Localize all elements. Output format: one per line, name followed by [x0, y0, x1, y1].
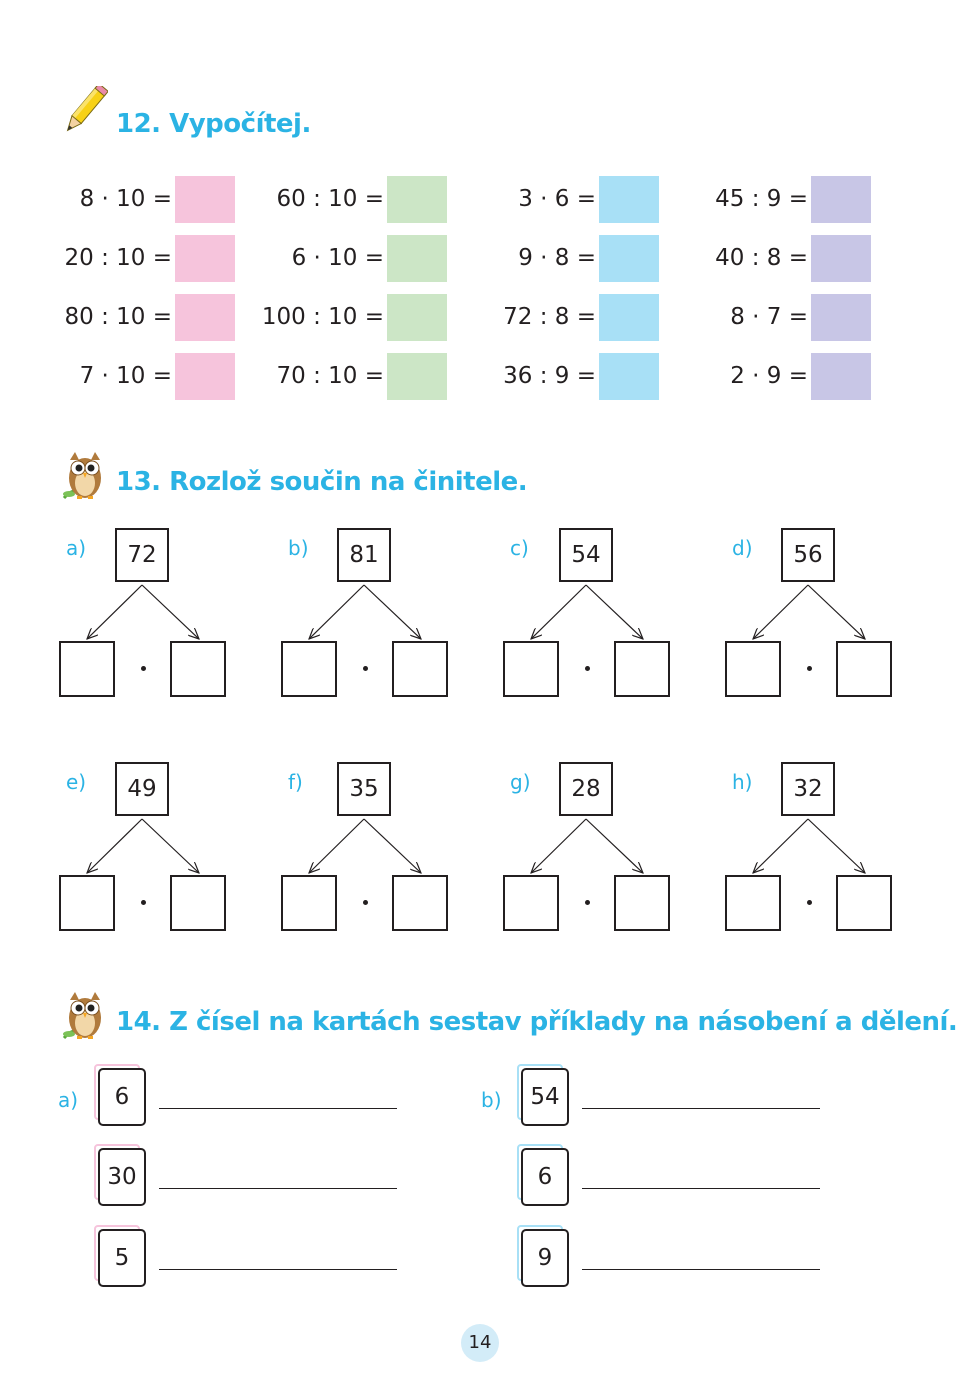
equation-label: 2 · 9 = [730, 363, 808, 389]
equation-label: 6 · 10 = [291, 245, 384, 271]
arrow-right [586, 585, 643, 639]
arrow-left [531, 585, 586, 639]
equation-label: 7 · 10 = [79, 363, 172, 389]
equation-label: 80 : 10 = [64, 304, 172, 330]
factor-box-left[interactable] [503, 875, 559, 931]
exercise-12-title: 12. Vypočítej. [116, 109, 311, 139]
factor-box-left[interactable] [281, 641, 337, 697]
arrow-right [364, 585, 421, 639]
factor-box-right[interactable] [836, 875, 892, 931]
item-letter: c) [510, 536, 529, 560]
multiply-dot [141, 900, 146, 905]
arrow-left [87, 819, 142, 873]
answer-line[interactable] [582, 1269, 820, 1270]
number-card: 6 [521, 1148, 569, 1206]
product-box: 49 [115, 762, 169, 816]
equation-label: 40 : 8 = [715, 245, 808, 271]
multiply-dot [807, 666, 812, 671]
equation-label: 3 · 6 = [518, 186, 596, 212]
group-letter: b) [481, 1088, 502, 1112]
arrow-right [808, 819, 865, 873]
item-letter: h) [732, 770, 753, 794]
item-letter: a) [66, 536, 87, 560]
factor-box-left[interactable] [59, 875, 115, 931]
answer-line[interactable] [159, 1188, 397, 1189]
factor-box-right[interactable] [614, 875, 670, 931]
arrow-right [586, 819, 643, 873]
answer-line[interactable] [582, 1108, 820, 1109]
item-letter: d) [732, 536, 753, 560]
arrow-right [142, 819, 199, 873]
arrow-right [142, 585, 199, 639]
factor-box-left[interactable] [725, 875, 781, 931]
owl-icon [60, 988, 106, 1044]
arrow-left [753, 585, 808, 639]
equation-label: 9 · 8 = [518, 245, 596, 271]
arrow-right [808, 585, 865, 639]
factor-box-right[interactable] [170, 875, 226, 931]
multiply-dot [585, 900, 590, 905]
answer-line[interactable] [582, 1188, 820, 1189]
exercise-14-title: 14. Z čísel na kartách sestav příklady na násobení a dělení. [116, 1007, 958, 1037]
product-box: 28 [559, 762, 613, 816]
number-card: 54 [521, 1068, 569, 1126]
product-box: 54 [559, 528, 613, 582]
arrow-left [531, 819, 586, 873]
answer-line[interactable] [159, 1269, 397, 1270]
multiply-dot [363, 900, 368, 905]
item-letter: f) [288, 770, 303, 794]
item-letter: e) [66, 770, 87, 794]
multiply-dot [807, 900, 812, 905]
number-card: 9 [521, 1229, 569, 1287]
equation-label: 8 · 10 = [79, 186, 172, 212]
answer-line[interactable] [159, 1108, 397, 1109]
equation-label: 100 : 10 = [261, 304, 384, 330]
equation-label: 72 : 8 = [503, 304, 596, 330]
group-letter: a) [58, 1088, 79, 1112]
factor-box-right[interactable] [170, 641, 226, 697]
arrow-left [309, 585, 364, 639]
arrow-left [309, 819, 364, 873]
product-box: 81 [337, 528, 391, 582]
factor-box-left[interactable] [281, 875, 337, 931]
item-letter: b) [288, 536, 309, 560]
page-number: 14 [461, 1324, 499, 1362]
equation-label: 8 · 7 = [730, 304, 808, 330]
product-box: 35 [337, 762, 391, 816]
product-box: 56 [781, 528, 835, 582]
equation-label: 60 : 10 = [276, 186, 384, 212]
multiply-dot [585, 666, 590, 671]
multiply-dot [141, 666, 146, 671]
number-card: 6 [98, 1068, 146, 1126]
equation-label: 45 : 9 = [715, 186, 808, 212]
item-letter: g) [510, 770, 531, 794]
number-card: 30 [98, 1148, 146, 1206]
arrow-left [753, 819, 808, 873]
factor-box-left[interactable] [59, 641, 115, 697]
product-box: 32 [781, 762, 835, 816]
factor-box-left[interactable] [725, 641, 781, 697]
exercise-13-title: 13. Rozlož součin na činitele. [116, 467, 528, 497]
equation-label: 36 : 9 = [503, 363, 596, 389]
number-card: 5 [98, 1229, 146, 1287]
equation-label: 70 : 10 = [276, 363, 384, 389]
equation-label: 20 : 10 = [64, 245, 172, 271]
arrow-right [364, 819, 421, 873]
multiply-dot [363, 666, 368, 671]
factor-box-right[interactable] [614, 641, 670, 697]
product-box: 72 [115, 528, 169, 582]
factor-box-right[interactable] [392, 641, 448, 697]
factor-box-right[interactable] [392, 875, 448, 931]
factor-box-right[interactable] [836, 641, 892, 697]
arrow-left [87, 585, 142, 639]
factor-box-left[interactable] [503, 641, 559, 697]
